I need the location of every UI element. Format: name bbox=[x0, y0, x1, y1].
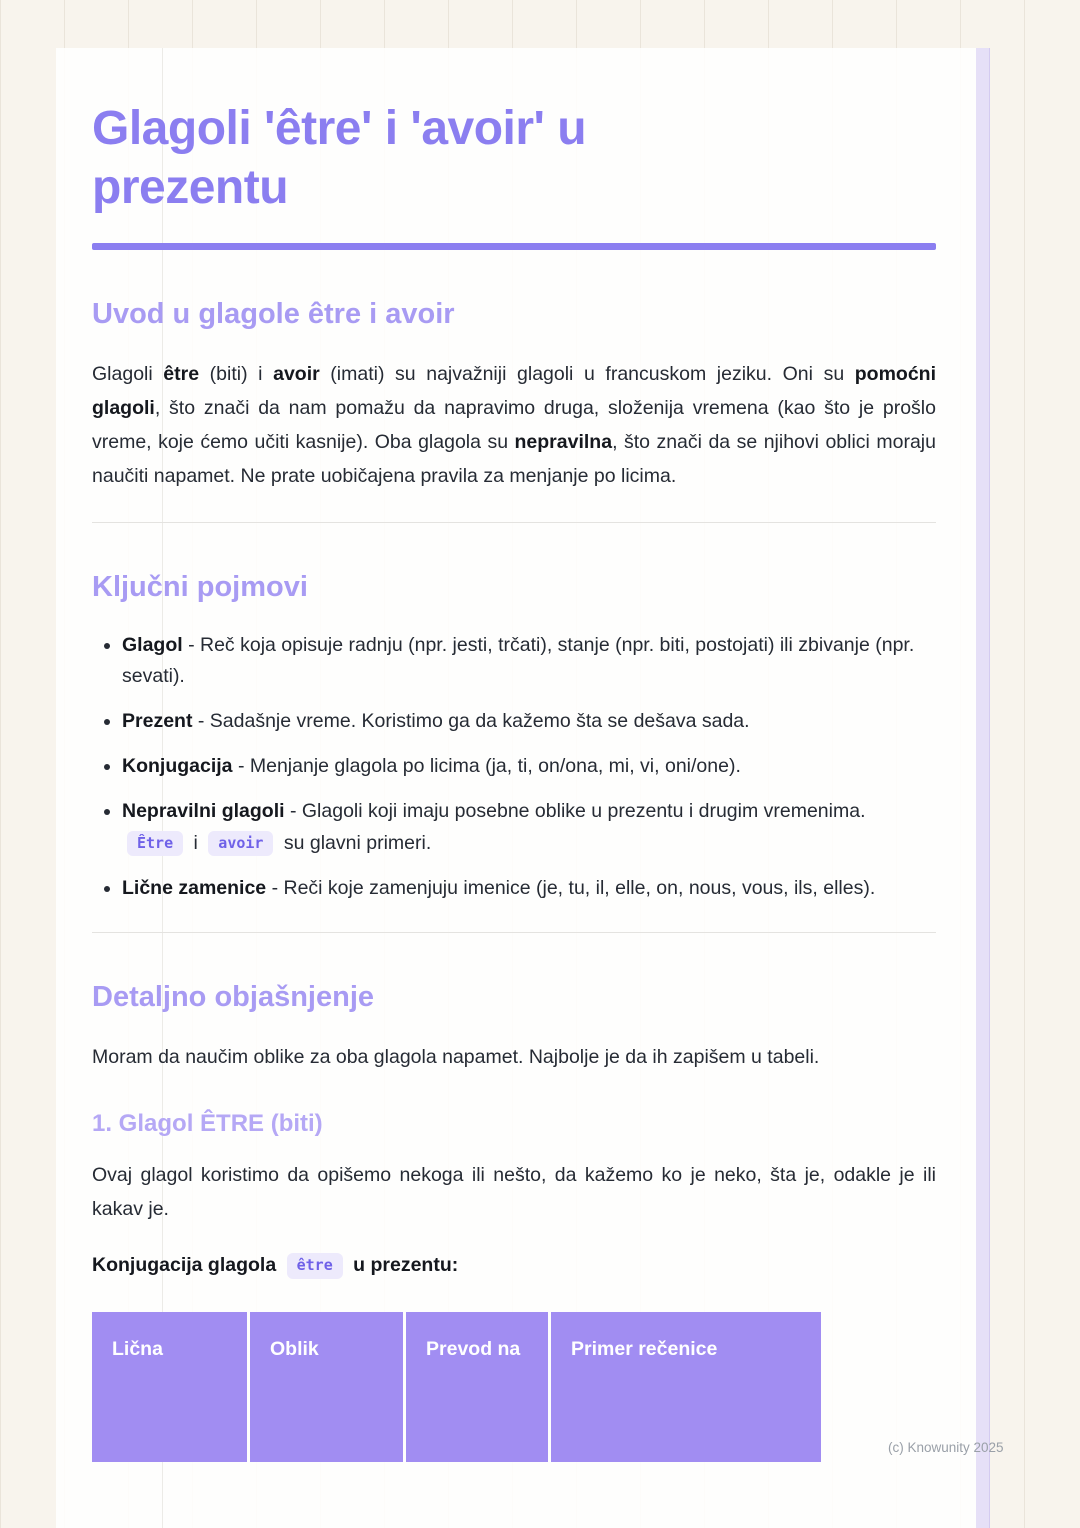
page-title: Glagoli 'être' i 'avoir' u prezentu bbox=[92, 102, 587, 214]
text-segment: , što znači da se njihovi oblici moraju naučiti napamet. Ne prate uobičajena pravila za menjanje po licima. bbox=[92, 431, 936, 488]
bold-term: Prezent bbox=[122, 709, 193, 732]
text-segment: - Sadašnje vreme. Koristimo ga da kažemo šta se dešava sada. bbox=[192, 709, 750, 732]
text-segment: - Reči koje zamenjuju imenice (je, tu, il, elle, on, nous, vous, ils, elles). bbox=[266, 876, 876, 899]
inline-code-chip: avoir bbox=[208, 831, 273, 857]
bold-term: u prezentu: bbox=[347, 1254, 459, 1277]
inline-code-chip: être bbox=[287, 1253, 343, 1279]
etre-usage-paragraph: Ovaj glagol koristimo da opišemo nekoga ili nešto, da kažemo ko je neko, šta je, odakle je ili kakav je. bbox=[92, 1164, 936, 1221]
text-segment: - Glagoli koji imaju posebne oblike u prezentu i drugim vremenima. bbox=[284, 800, 866, 823]
text-segment: , što znači da nam pomažu da napravimo druga, složenija vremena (kao što je prošlo vreme, koje ćemo učiti kasnije). Oba glagola su bbox=[92, 397, 936, 454]
title-underline bbox=[92, 243, 936, 250]
bold-term: être bbox=[163, 363, 200, 386]
list-item bbox=[122, 796, 936, 858]
list-item bbox=[122, 706, 936, 737]
bold-term: nepravilna bbox=[514, 431, 613, 454]
text-segment: su glavni primeri. bbox=[278, 831, 432, 854]
section-heading-intro: Uvod u glagole être i avoir bbox=[92, 298, 455, 331]
text-segment: (imati) su najvažniji glagoli u francuskom jeziku. Oni su bbox=[319, 363, 855, 386]
key-terms-list bbox=[92, 630, 936, 904]
bold-term: Lične zamenice bbox=[122, 876, 267, 899]
text-segment: (biti) i bbox=[199, 363, 274, 386]
bold-term: avoir bbox=[273, 363, 320, 386]
text-segment: Glagoli bbox=[92, 363, 164, 386]
section-divider bbox=[92, 932, 936, 933]
right-edge-strip bbox=[976, 48, 990, 1528]
note-content bbox=[56, 48, 976, 1462]
text-segment: - Menjanje glagola po licima (ja, ti, on/ona, mi, vi, oni/one). bbox=[232, 755, 741, 778]
bold-term: Nepravilni glagoli bbox=[122, 800, 285, 823]
section-heading-explanation: Detaljno objašnjenje bbox=[92, 980, 374, 1013]
table-header-cell: Oblik bbox=[250, 1312, 403, 1462]
table-header-cell: Prevod na bbox=[406, 1312, 548, 1462]
list-item bbox=[122, 630, 936, 692]
bold-term: Glagol bbox=[122, 633, 183, 656]
bold-term: Konjugacija bbox=[122, 755, 233, 778]
table-header-cell: Lična bbox=[92, 1312, 247, 1462]
intro-paragraph bbox=[92, 357, 936, 494]
section-heading-key-terms: Ključni pojmovi bbox=[92, 570, 308, 603]
inline-code-chip: Être bbox=[127, 831, 183, 857]
explanation-paragraph: Moram da naučim oblike za oba glagola napamet. Najbolje je da ih zapišem u tabeli. bbox=[92, 1045, 820, 1068]
conjugation-label bbox=[92, 1248, 936, 1282]
list-item bbox=[122, 873, 936, 904]
bold-term: Konjugacija glagola bbox=[92, 1254, 282, 1277]
list-item bbox=[122, 751, 936, 782]
bold-term: pomoćni glagoli bbox=[92, 363, 937, 420]
conjugation-table-header-row bbox=[92, 1312, 936, 1462]
note-card bbox=[56, 48, 976, 1528]
subsection-heading-etre: 1. Glagol ÊTRE (biti) bbox=[92, 1110, 323, 1138]
section-divider bbox=[92, 522, 936, 523]
text-segment: i bbox=[188, 831, 204, 854]
table-header-cell: Primer rečenice bbox=[551, 1312, 821, 1462]
text-segment: - Reč koja opisuje radnju (npr. jesti, trčati), stanje (npr. biti, postojati) ili zbivanje (npr. sevati). bbox=[122, 633, 915, 687]
footer-credit: (c) Knowunity 2025 bbox=[888, 1440, 1004, 1455]
